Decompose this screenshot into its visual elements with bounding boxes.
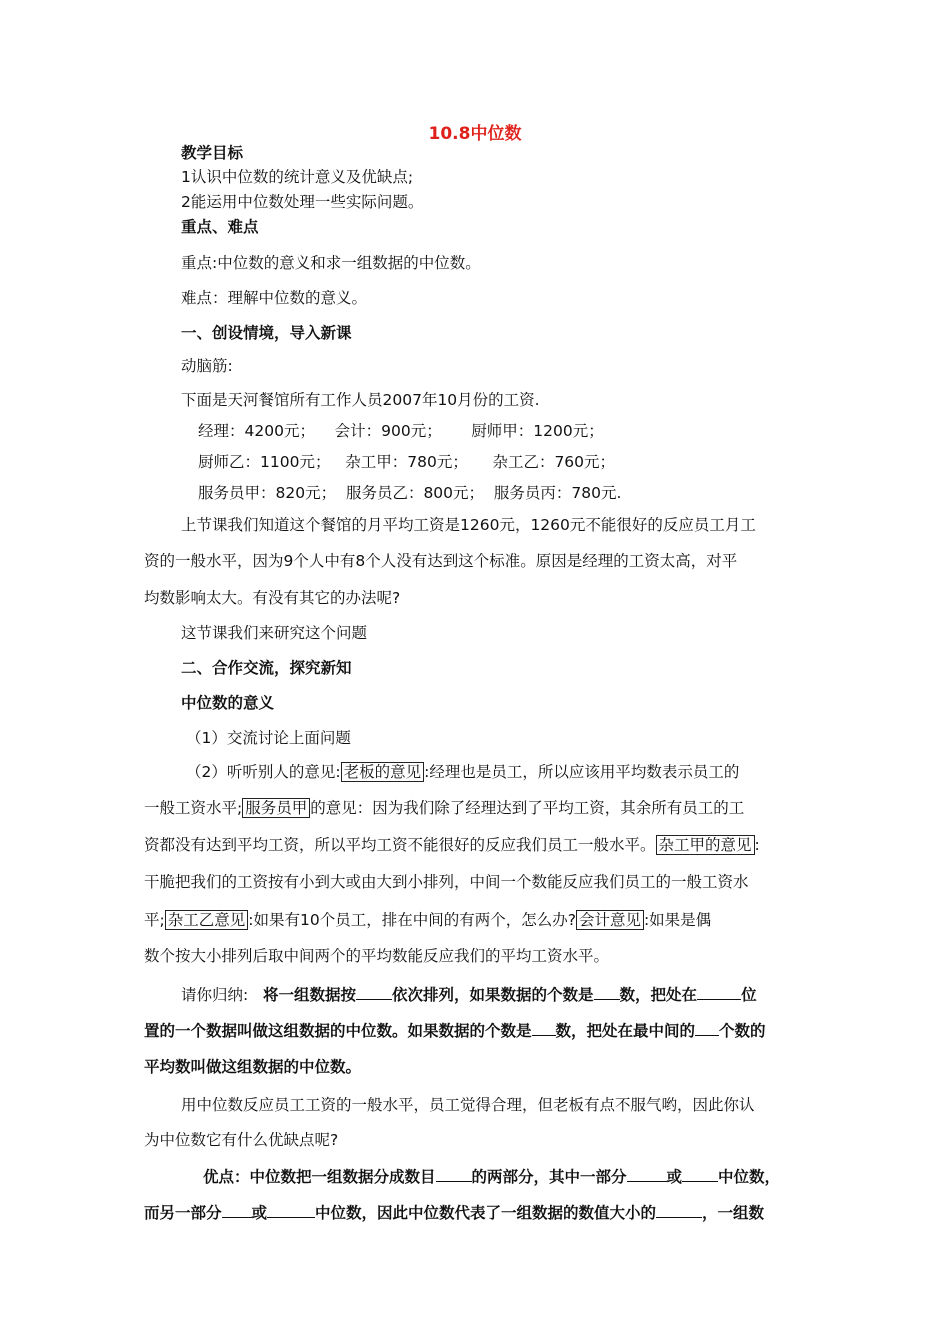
fill-blank[interactable]: [682, 1167, 718, 1182]
para2-text: 这节课我们来研究这个问题: [181, 624, 368, 642]
para1-line-3: 均数影响太大。有没有其它的办法呢?: [144, 589, 401, 607]
brain-teaser-label: 动脑筋:: [181, 357, 233, 375]
objective-item-2: 2能运用中位数处理一些实际问题。: [181, 193, 424, 211]
discussion-item-1: （1）交流讨论上面问题: [186, 729, 351, 747]
opinion-line-5-prefix: 平;: [144, 911, 165, 929]
opinion-line-6: 数个按大小排列后取中间两个的平均数能反应我们的平均工资水平。: [144, 947, 610, 965]
accountant-opinion-box: 会计意见: [576, 910, 644, 930]
fill-blank[interactable]: [356, 985, 392, 1000]
fill-blank[interactable]: [656, 1203, 702, 1218]
summary-line-1: [181, 985, 846, 1005]
para1-line-2: 资的一般水平，因为9个人中有8个人没有达到这个标准。原因是经理的工资太高，对平: [144, 552, 738, 570]
summary-text-1a: 将一组数据按: [263, 986, 357, 1004]
fill-blank[interactable]: [532, 1021, 556, 1036]
opinion-line-5: [144, 910, 809, 930]
advantages-text-3: 或: [666, 1168, 683, 1186]
advantages-text-2: 的两部分，其中一部分: [471, 1168, 627, 1186]
advantages-text-8: ，一组数: [702, 1204, 765, 1222]
summary-line-3: 平均数叫做这组数据的中位数。: [144, 1058, 362, 1076]
median-meaning-heading: 中位数的意义: [181, 694, 275, 712]
advantages-line-1: [203, 1167, 868, 1187]
section2-heading: 二、合作交流，探究新知: [181, 659, 352, 677]
worker-b-opinion-box: 杂工乙意见: [165, 910, 249, 930]
objective-item-1: 1认识中位数的统计意义及优缺点;: [181, 168, 414, 186]
fill-blank[interactable]: [436, 1167, 472, 1182]
fill-blank[interactable]: [627, 1167, 667, 1182]
opinion-line-2-prefix: 一般工资水平;: [144, 799, 243, 817]
summary-text-1d: 位: [741, 986, 757, 1004]
wage-intro: 下面是天河餐馆所有工作人员2007年10月份的工资.: [181, 391, 540, 409]
question-line-2: 为中位数它有什么优缺点呢?: [144, 1131, 339, 1149]
opinion-line-2-rest: 的意见：因为我们除了经理达到了平均工资，其余所有员工的工: [310, 799, 745, 817]
summary-text-2c: 个数的: [719, 1022, 766, 1040]
section1-heading: 一、创设情境，导入新课: [181, 324, 352, 342]
difficulty-text: 难点：理解中位数的意义。: [181, 289, 368, 307]
opinion-line-4: 干脆把我们的工资按有小到大或由大到小排列，中间一个数能反应我们员工的一般工资水: [144, 873, 749, 891]
advantages-text-4: 中位数，: [718, 1168, 781, 1186]
summary-text-2a: 置的一个数据叫做这组数据的中位数。如果数据的个数是: [144, 1022, 532, 1040]
boss-opinion-box: 老板的意见: [341, 762, 425, 782]
advantages-text-6: 或: [251, 1204, 268, 1222]
item2-prefix: （2）听听别人的意见:: [186, 763, 341, 781]
opinion-line-2: [144, 798, 809, 818]
summary-line-2: [144, 1021, 809, 1041]
key-points-heading: 重点、难点: [181, 218, 259, 236]
fill-blank[interactable]: [695, 1021, 719, 1036]
worker-a-opinion-box: 杂工甲的意见: [656, 835, 755, 855]
opinion-line-3: [144, 835, 809, 855]
advantages-line-2: [144, 1203, 809, 1223]
opinion-line-5-mid: :如果有10个员工，排在中间的有两个，怎么办?: [248, 911, 576, 929]
opinion-line-3-colon: :: [754, 836, 760, 854]
wage-row-2: 厨师乙：1100元； 杂工甲：780元； 杂工乙：760元；: [198, 453, 616, 471]
summary-text-1c: 数，把处在: [619, 986, 698, 1004]
advantages-text-7: 中位数，因此中位数代表了一组数据的数值大小的: [315, 1204, 657, 1222]
fill-blank[interactable]: [267, 1203, 315, 1218]
para1-line-1: 上节课我们知道这个餐馆的月平均工资是1260元，1260元不能很好的反应员工月工: [181, 516, 756, 534]
question-line-1: 用中位数反应员工工资的一般水平，员工觉得合理，但老板有点不服气哟，因此你认: [181, 1096, 755, 1114]
discussion-item-2: [186, 762, 851, 782]
summary-lead: 请你归纳:: [181, 986, 249, 1004]
page-title: 10.8中位数: [428, 124, 522, 144]
fill-blank[interactable]: [697, 985, 741, 1000]
summary-text-2b: 数，把处在最中间的: [555, 1022, 696, 1040]
objectives-heading: 教学目标: [181, 144, 244, 162]
item2-rest: :经理也是员工，所以应该用平均数表示员工的: [424, 763, 740, 781]
advantages-text-5: 而另一部分: [144, 1204, 222, 1222]
wage-row-3: 服务员甲：820元； 服务员乙：800元； 服务员丙：780元.: [198, 484, 622, 502]
fill-blank[interactable]: [594, 985, 620, 1000]
fill-blank[interactable]: [222, 1203, 252, 1218]
wage-row-1: 经理：4200元； 会计：900元； 厨师甲：1200元；: [198, 422, 604, 440]
opinion-line-5-rest: :如果是偶: [643, 911, 712, 929]
opinion-line-3-text: 资都没有达到平均工资，所以平均工资不能很好的反应我们员工一般水平。: [144, 836, 656, 854]
waiter-opinion-box: 服务员甲: [242, 798, 310, 818]
summary-text-1b: 依次排列，如果数据的个数是: [392, 986, 594, 1004]
key-point-text: 重点:中位数的意义和求一组数据的中位数。: [181, 254, 481, 272]
advantages-text-1: 优点：中位数把一组数据分成数目: [203, 1168, 436, 1186]
